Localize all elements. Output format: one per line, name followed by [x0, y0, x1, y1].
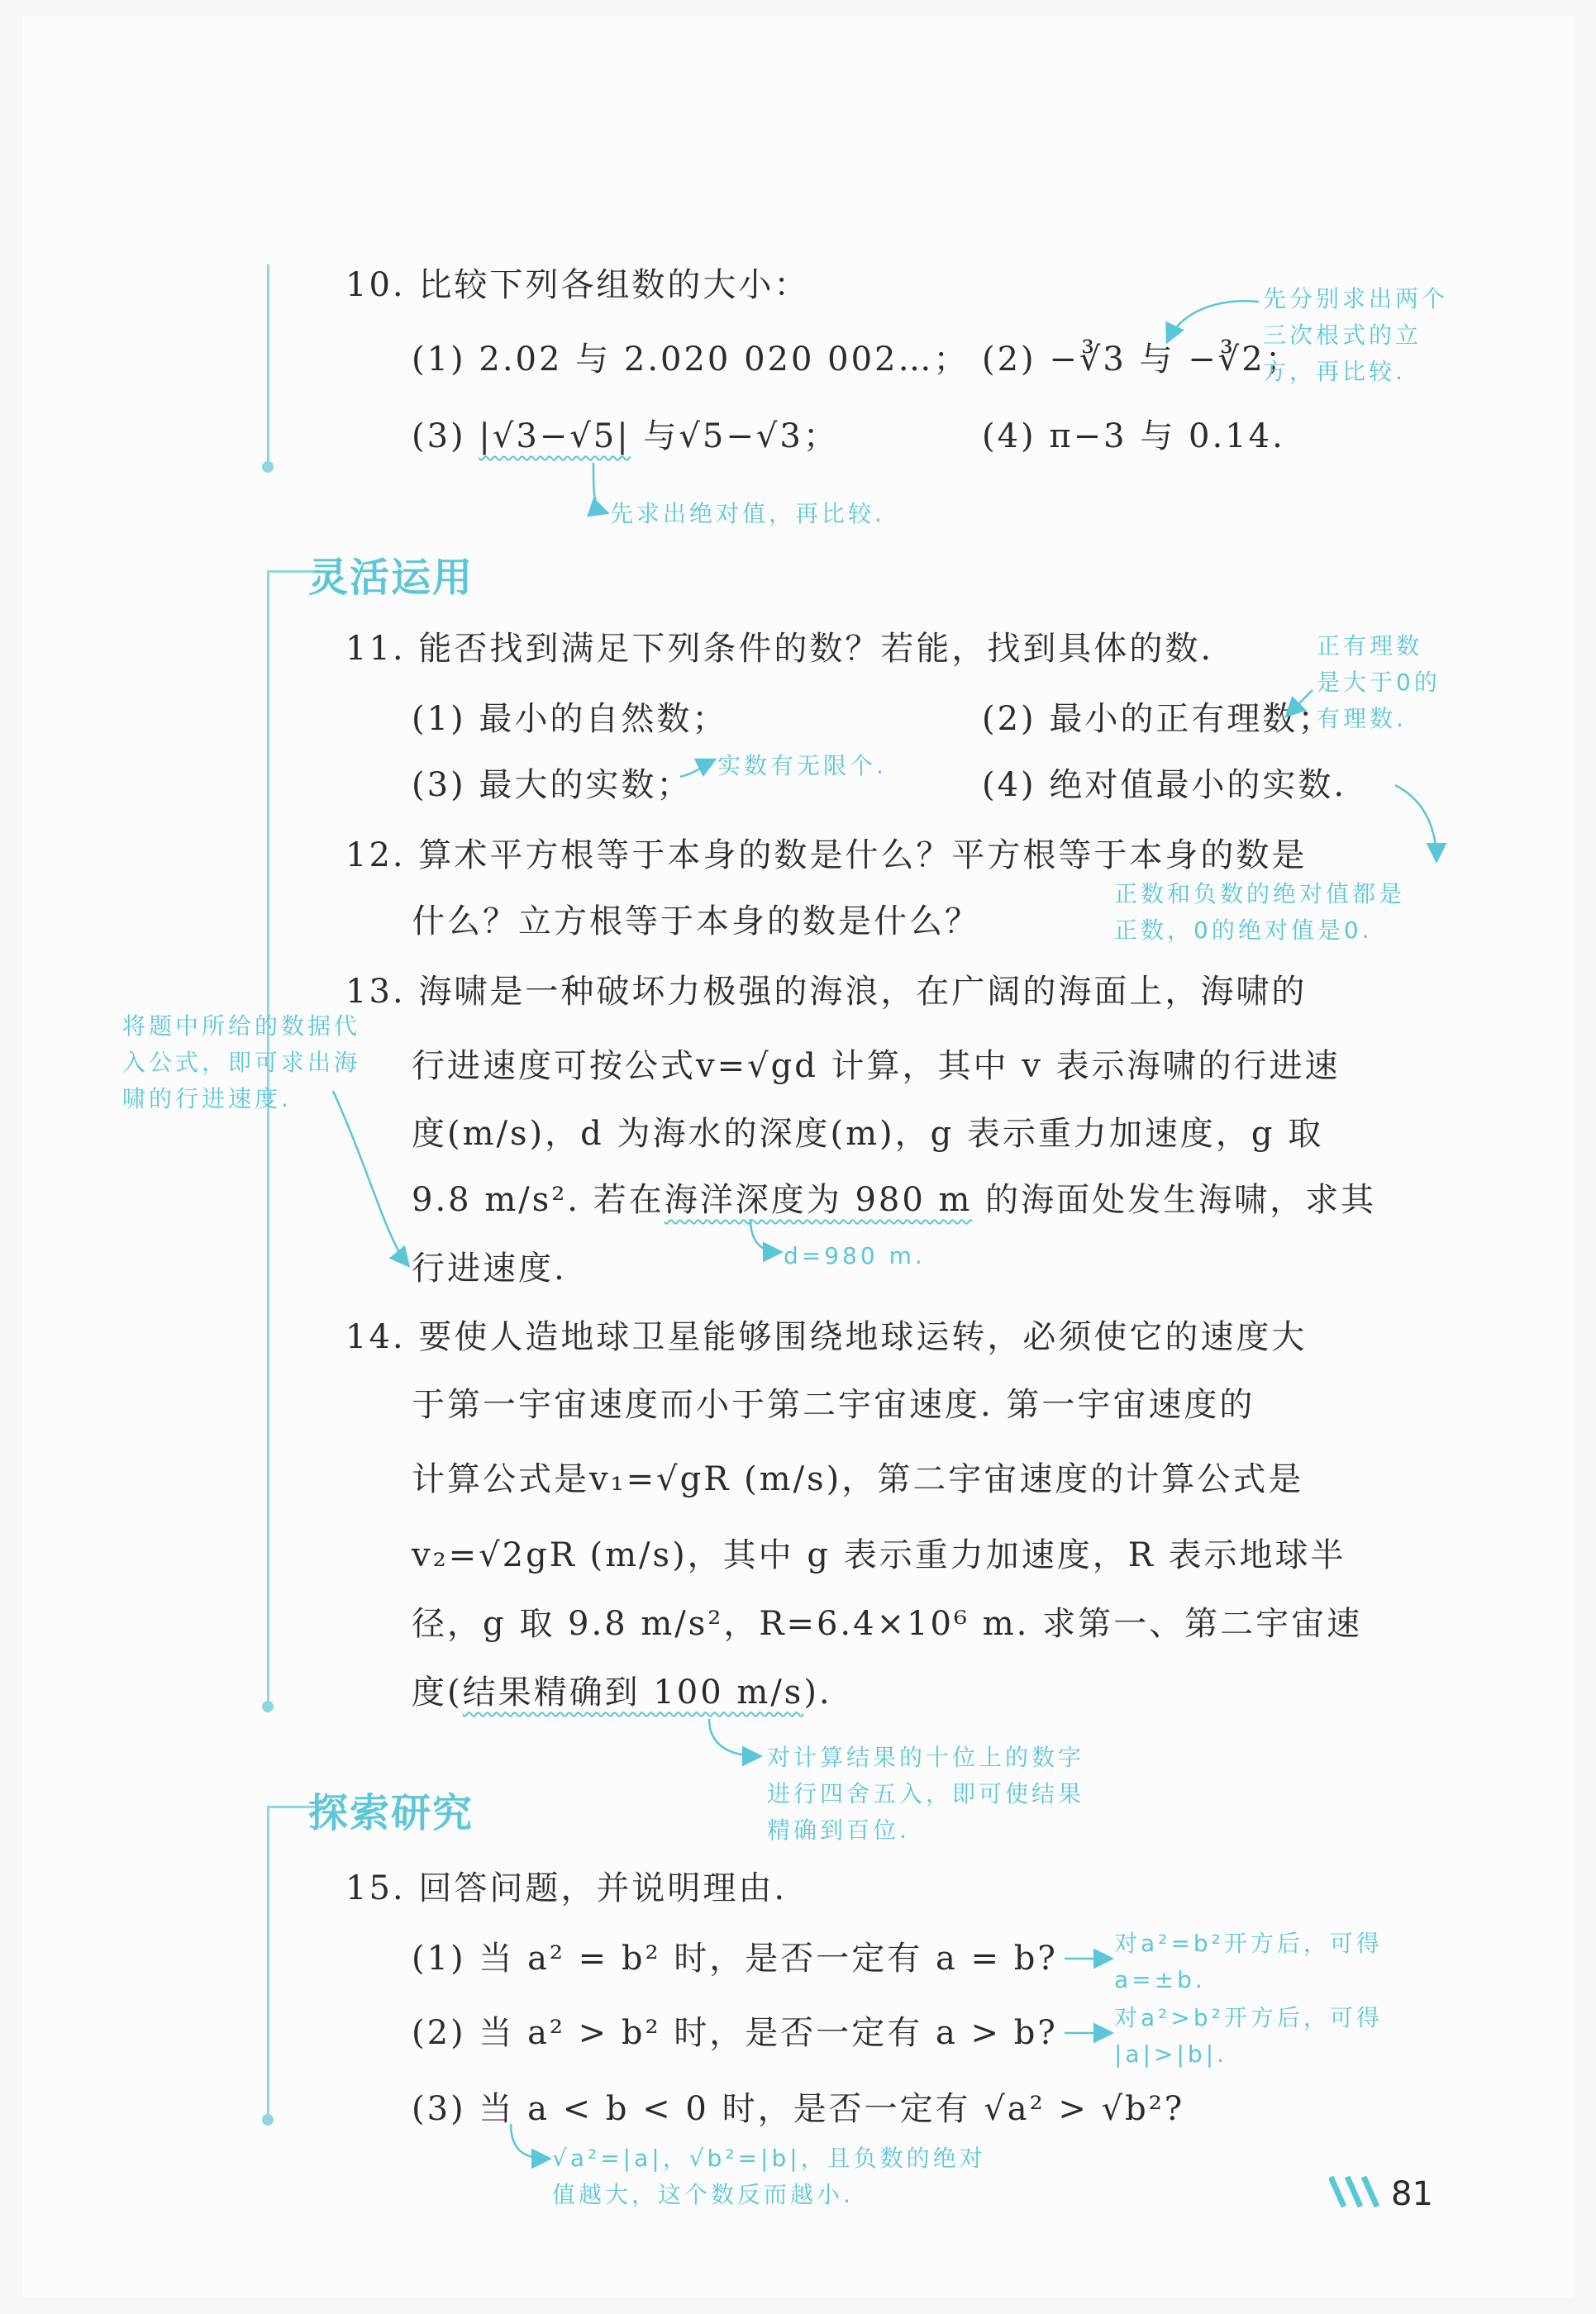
- arrow-q13-depth: [750, 1219, 779, 1252]
- textbook-page: [23, 17, 1573, 2297]
- q10-part1: (1) 2.02 与 2.020 020 002…；: [412, 340, 970, 379]
- q11-part3: (3) 最大的实数；: [412, 766, 693, 804]
- q10-part3-label: (3): [412, 417, 479, 455]
- q11-part1: (1) 最小的自然数；: [412, 700, 728, 738]
- q10-part4: (4) π−3 与 0.14.: [982, 417, 1285, 455]
- q15-part1: (1) 当 a² = b² 时，是否一定有 a = b?: [412, 1940, 1058, 1978]
- q10-note-below: 先求出绝对值，再比较.: [610, 500, 885, 527]
- q13-line3: 度(m/s)，d 为海水的深度(m)，g 表示重力加速度，g 取: [412, 1115, 1324, 1153]
- note-line: 精确到百位.: [767, 1816, 910, 1844]
- section-title-explore: 探索研究: [308, 1790, 474, 1836]
- note-line: 正有理数: [1317, 632, 1423, 659]
- page-number: 81: [1391, 2175, 1433, 2213]
- arrow-q14: [709, 1719, 759, 1756]
- arrow-q13-left: [333, 1091, 407, 1264]
- q14-line6-start: 度(: [412, 1674, 463, 1712]
- q10-part3-abs: |√3−√5|: [479, 417, 631, 455]
- note-line: 进行四舍五入，即可使结果: [767, 1780, 1085, 1807]
- note-line: a=±b.: [1114, 1966, 1206, 1993]
- q15-part3: (3) 当 a < b < 0 时，是否一定有 √a² > √b²?: [412, 2090, 1185, 2128]
- q13-line2: 行进速度可按公式v=√gd 计算，其中 v 表示海啸的行进速: [412, 1047, 1341, 1085]
- note-line: 三次根式的立: [1263, 321, 1422, 349]
- q14-line1: 14. 要使人造地球卫星能够围绕地球运转，必须使它的速度大: [345, 1318, 1308, 1356]
- note-line: √a²=|a|，√b²=|b|，且负数的绝对: [552, 2145, 986, 2172]
- q10-part3-rest: 与√5−√3；: [630, 417, 839, 455]
- note-line: 先分别求出两个: [1263, 285, 1449, 312]
- q13-note-depth: d=980 m.: [784, 1242, 926, 1269]
- note-line: 是大于0的: [1317, 669, 1441, 696]
- note-line: 有理数.: [1317, 705, 1407, 732]
- slash-decoration-icon: [1329, 2175, 1387, 2208]
- q14-line3: 计算公式是v₁=√gR (m/s)，第二宇宙速度的计算公式是: [412, 1460, 1304, 1498]
- note-line: 正数和负数的绝对值都是: [1114, 880, 1406, 907]
- q13-line4-end: 的海面处发生海啸，求其: [972, 1181, 1377, 1219]
- note-line: 入公式，即可求出海: [122, 1049, 361, 1076]
- q15-part2: (2) 当 a² > b² 时，是否一定有 a > b?: [412, 2014, 1058, 2052]
- note-line: 将题中所给的数据代: [122, 1012, 361, 1040]
- q15-title: 15. 回答问题，并说明理由.: [345, 1869, 788, 1907]
- q13-line1: 13. 海啸是一种破坏力极强的海浪，在广阔的海面上，海啸的: [345, 973, 1308, 1011]
- arrow-q11-part3: [680, 760, 713, 777]
- note-line: 方，再比较.: [1263, 358, 1406, 385]
- note-line: |a|>|b|.: [1114, 2040, 1228, 2068]
- q14-precision-phrase: 结果精确到 100 m/s: [462, 1674, 804, 1712]
- section-title-apply: 灵活运用: [308, 555, 474, 601]
- annotation-arrows: [23, 17, 1573, 2297]
- arrow-q11-right: [1288, 690, 1313, 715]
- arrow-q10-below: [593, 463, 606, 512]
- arrow-q10-right: [1168, 301, 1259, 340]
- q13-line5: 行进速度.: [412, 1250, 567, 1288]
- q14-line5: 径，g 取 9.8 m/s²，R=6.4×10⁶ m. 求第一、第二宇宙速: [412, 1605, 1363, 1643]
- q12-line2: 什么？立方根等于本身的数是什么？: [412, 902, 980, 940]
- q13-line4-start: 9.8 m/s². 若在: [412, 1181, 665, 1219]
- q14-line2: 于第一宇宙速度而小于第二宇宙速度. 第一宇宙速度的: [412, 1386, 1255, 1424]
- q11-part2: (2) 最小的正有理数；: [982, 700, 1334, 738]
- q14-line6-end: ).: [803, 1674, 832, 1712]
- q10-part2: (2) −∛3 与 −∛2；: [982, 340, 1301, 379]
- arrow-q11-part4: [1395, 785, 1436, 859]
- q11-title: 11. 能否找到满足下列条件的数？若能，找到具体的数.: [345, 630, 1214, 668]
- note-line: 对a²>b²开方后，可得: [1114, 2004, 1383, 2031]
- page-number-mark: [1329, 2175, 1387, 2212]
- note-line: 正数，0的绝对值是0.: [1114, 917, 1373, 944]
- q10-title: 10. 比较下列各组数的大小：: [345, 266, 810, 304]
- q14-line4: v₂=√2gR (m/s)，其中 g 表示重力加速度，R 表示地球半: [412, 1536, 1346, 1574]
- q11-note-part3: 实数有无限个.: [717, 752, 887, 779]
- note-line: 值越大，这个数反而越小.: [552, 2181, 854, 2208]
- note-line: 对a²=b²开方后，可得: [1114, 1930, 1383, 1957]
- q11-part4: (4) 绝对值最小的实数.: [982, 766, 1347, 804]
- note-line: 对计算结果的十位上的数字: [767, 1744, 1085, 1771]
- note-line: 啸的行进速度.: [122, 1085, 292, 1112]
- arrow-q15-3: [511, 2124, 548, 2159]
- q12-line1: 12. 算术平方根等于本身的数是什么？平方根等于本身的数是: [345, 836, 1308, 874]
- q13-depth-phrase: 海洋深度为 980 m: [664, 1181, 973, 1219]
